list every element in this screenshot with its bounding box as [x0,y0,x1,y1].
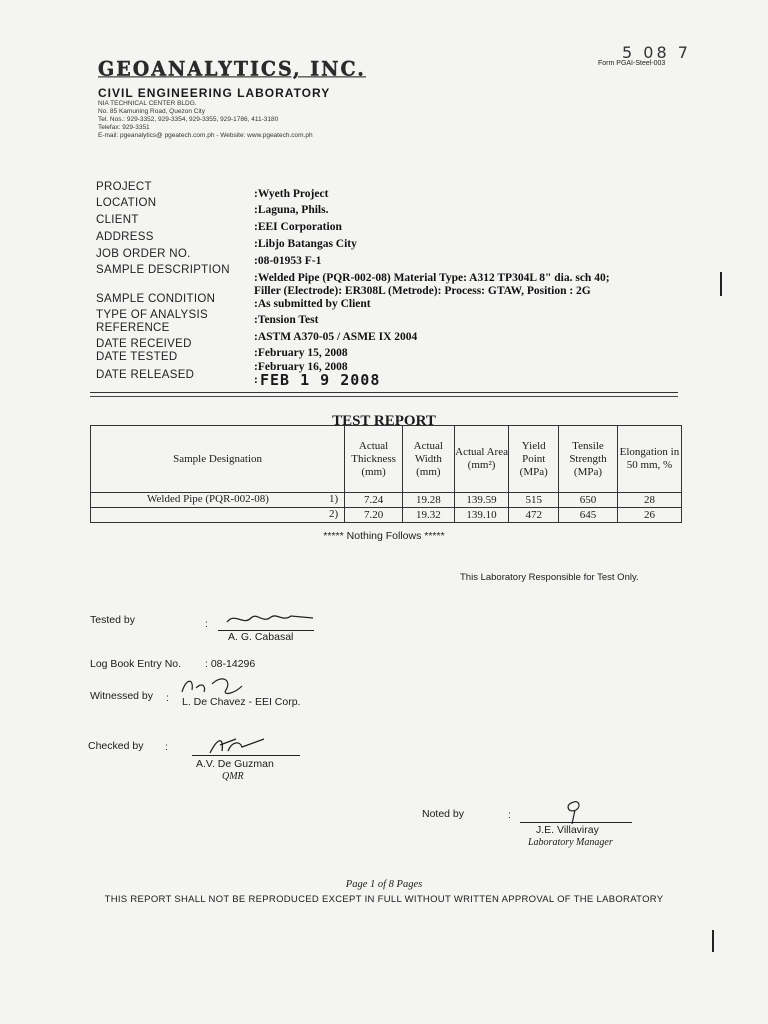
checked-by-title: QMR [222,771,244,782]
label-sample-description: SAMPLE DESCRIPTION [96,264,230,276]
cell-area: 139.10 [454,508,509,523]
label-sample-condition: SAMPLE CONDITION [96,293,216,305]
table-row [91,493,682,508]
col-header: Tensile Strength (MPa) [559,426,618,493]
handwritten-reference: 5 08 7 [622,43,691,62]
signature-line [192,755,300,756]
divider [90,396,678,397]
label-reference: REFERENCE [96,322,170,334]
table-header-row [91,426,682,493]
value-date-tested: :February 16, 2008 [254,361,348,373]
col-header: Actual Width (mm) [403,426,455,493]
address-line: NIA TECHNICAL CENTER BLDG. [98,100,197,107]
tested-by-label: Tested by [90,614,135,626]
witnessed-by-name: L. De Chavez - EEI Corp. [182,696,301,708]
label-date-released: DATE RELEASED [96,369,195,381]
witnessed-by-label: Witnessed by [90,690,154,702]
value-date-released-colon: : [254,374,258,386]
cell-width: 19.32 [403,508,455,523]
signature-de-chavez [178,672,248,698]
table-row [91,508,682,523]
cell-area: 139.59 [454,493,509,508]
col-header: Yield Point (MPa) [509,426,559,493]
value-sample-description-cont: Filler (Electrode): ER308L (Metrode): Process: GTAW, Position : 2G [254,285,591,297]
cell-tensile: 645 [559,508,618,523]
form-number: Form PGAI-Steel-003 [598,60,666,67]
value-type-of-analysis: :Tension Test [254,314,319,326]
label-project: PROJECT [96,181,152,193]
value-sample-condition: :As submitted by Client [254,298,371,310]
checked-by-name: A.V. De Guzman [196,758,274,770]
address-line: Telefax: 929-3351 [98,124,150,131]
cell-designation [91,493,345,508]
value-client: :EEI Corporation [254,221,342,233]
address-line: No. 85 Kamuning Road, Quezon City [98,108,205,115]
reproduction-notice: THIS REPORT SHALL NOT BE REPRODUCED EXCEPT IN FULL WITHOUT WRITTEN APPROVAL OF THE LABORATORY [104,894,664,905]
value-address: :Libjo Batangas City [254,238,357,250]
tested-by-name: A. G. Cabasal [228,631,294,643]
label-date-received: DATE RECEIVED [96,338,192,350]
cell-yield: 515 [509,493,559,508]
colon: : [165,741,168,753]
nothing-follows: ***** Nothing Follows ***** [323,530,445,542]
address-block [98,100,313,140]
address-line: Tel. Nos.: 929-3352, 929-3354, 929-3355, 929-1786, 411-3180 [98,116,279,123]
address-line: E-mail: pgeanalytics@ pgeatech.com.ph - Website: www.pgeatech.com.ph [98,132,313,139]
checked-by-label: Checked by [88,740,144,752]
signature-de-guzman [206,733,266,757]
results-table [90,425,682,523]
date-released-stamp: FEB 1 9 2008 [260,371,381,389]
value-reference: :ASTM A370-05 / ASME IX 2004 [254,331,418,343]
cell-tensile: 650 [559,493,618,508]
col-header: Elongation in 50 mm, % [617,426,681,493]
value-location: :Laguna, Phils. [254,204,329,216]
value-project: :Wyeth Project [254,188,329,200]
value-date-received: :February 15, 2008 [254,347,348,359]
signature-cabasal [225,608,315,630]
logbook-value: : 08-14296 [205,658,256,670]
scan-mark [712,930,714,952]
company-logo: GEOANALYTICS, INC. [98,57,366,81]
cell-elongation: 28 [617,493,681,508]
colon: : [508,809,511,821]
noted-by-name: J.E. Villaviray [536,824,599,836]
logbook-label: Log Book Entry No. [90,658,182,670]
sample-number: 1) [328,493,339,505]
noted-by-label: Noted by [422,808,465,820]
cell-thickness: 7.20 [345,508,403,523]
cell-yield: 472 [509,508,559,523]
value-job-order: :08-01953 F-1 [254,255,322,267]
lab-name: CIVIL ENGINEERING LABORATORY [98,86,331,100]
colon: : [166,692,169,704]
colon: : [205,618,208,630]
report-title: TEST REPORT [332,413,436,429]
sample-number: 2) [328,508,339,520]
designation-text: Welded Pipe (PQR-002-08) [147,493,269,505]
signature-line [520,822,632,823]
col-header: Actual Thickness (mm) [345,426,403,493]
label-client: CLIENT [96,214,139,226]
label-type-of-analysis: TYPE OF ANALYSIS [96,309,208,321]
value-sample-description: :Welded Pipe (PQR-002-08) Material Type: A312 TP304L 8" dia. sch 40; [254,272,610,284]
cell-elongation: 26 [617,508,681,523]
divider [90,392,678,393]
col-header: Sample Designation [91,426,345,493]
noted-by-title: Laboratory Manager [528,837,613,848]
page-number: Page 1 of 8 Pages [345,879,423,890]
cell-designation [91,508,345,523]
label-location: LOCATION [96,197,157,209]
cell-thickness: 7.24 [345,493,403,508]
label-job-order: JOB ORDER NO. [96,248,191,260]
responsibility-note: This Laboratory Responsible for Test Only. [460,572,639,583]
col-header: Actual Area (mm²) [454,426,509,493]
label-address: ADDRESS [96,231,154,243]
cell-width: 19.28 [403,493,455,508]
scan-mark [720,272,722,296]
label-date-tested: DATE TESTED [96,351,178,363]
